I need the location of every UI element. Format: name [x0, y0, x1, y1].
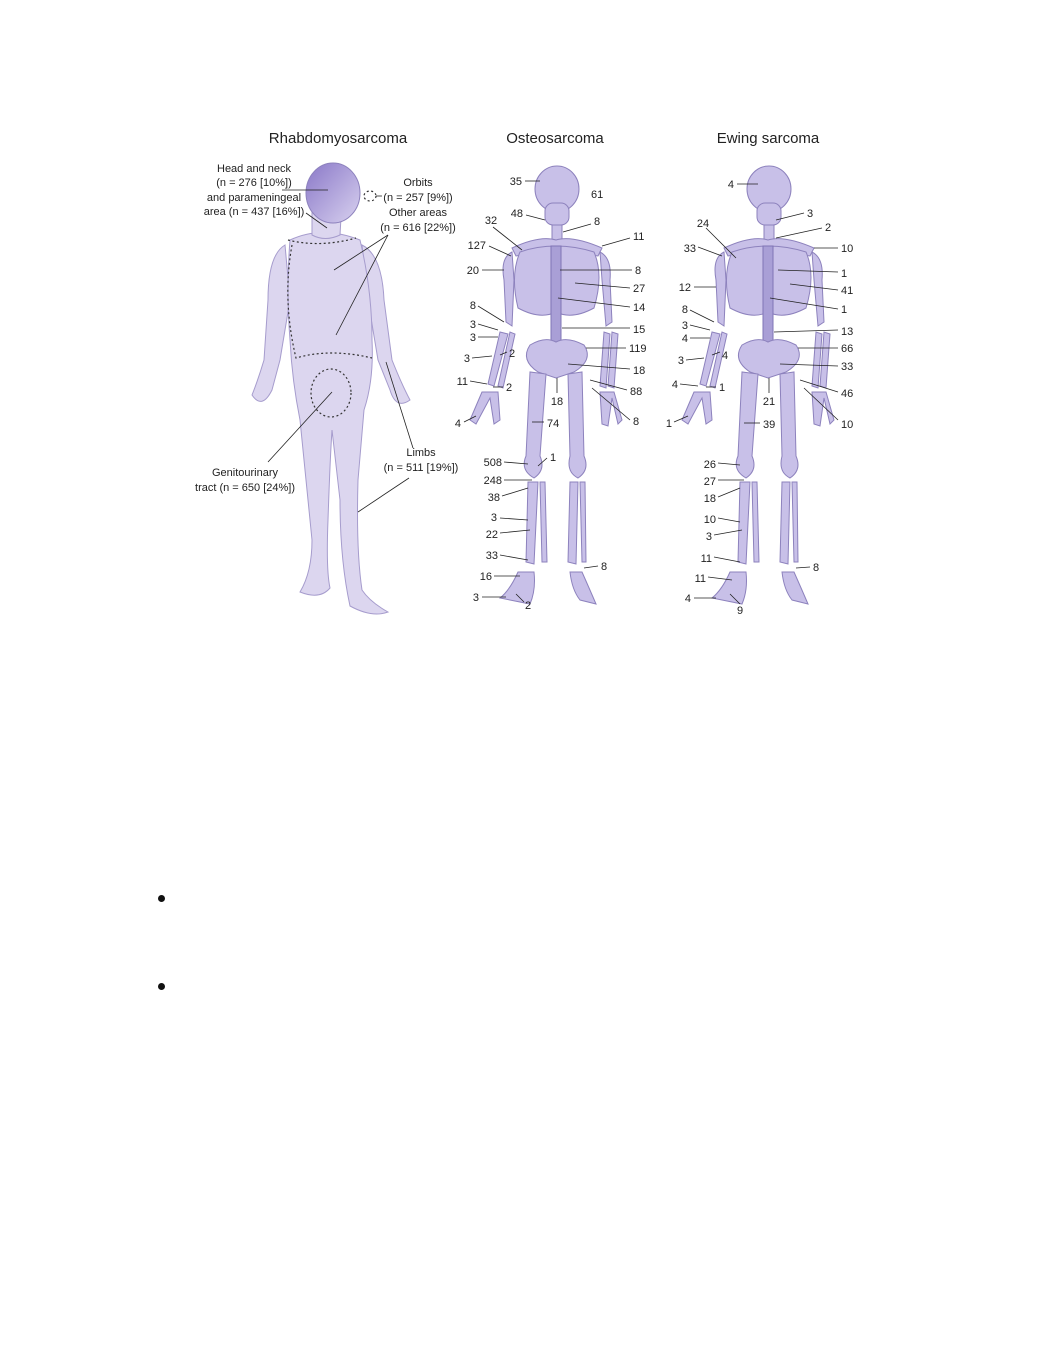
- osteo-label-88: 88: [630, 386, 643, 398]
- ewing-label-4-foot: 4: [684, 593, 691, 605]
- ewing-label-3-ulna: 3: [677, 355, 684, 367]
- title-ewing-sarcoma: Ewing sarcoma: [716, 130, 820, 147]
- ewing-label-8-foot: 8: [813, 562, 820, 574]
- osteo-label-27: 27: [633, 283, 646, 295]
- ewing-label-39: 39: [763, 419, 776, 431]
- head-shape: [306, 163, 360, 223]
- osteo-label-119: 119: [629, 343, 647, 355]
- osteo-label-11-wrist: 11: [456, 376, 468, 388]
- bullet-point-1: [158, 895, 165, 902]
- ewing-label-3-radius: 3: [681, 320, 688, 332]
- ewing-label-46: 46: [841, 388, 854, 400]
- osteo-label-15: 15: [633, 324, 646, 336]
- osteo-label-508: 508: [483, 457, 502, 469]
- sarcoma-sites-figure: [0, 0, 1043, 640]
- title-rhabdomyosarcoma: Rhabdomyosarcoma: [268, 130, 408, 147]
- ewing-label-1-wrist: 1: [719, 382, 726, 394]
- osteo-label-74: 74: [547, 418, 560, 430]
- osteo-label-35: 35: [509, 176, 522, 188]
- ewing-label-1-hand: 1: [665, 418, 672, 430]
- ewing-label-33-sacrum: 33: [841, 361, 854, 373]
- osteo-label-4-hand: 4: [454, 418, 461, 430]
- label-orbits-2: (n = 257 [9%]): [383, 192, 453, 204]
- ewing-label-1-ribs: 1: [841, 268, 848, 280]
- ewing-label-10-scapula: 10: [841, 243, 854, 255]
- osteo-label-16: 16: [479, 571, 492, 583]
- osteo-label-8-cervical: 8: [594, 216, 601, 228]
- ewing-label-8-elbow: 8: [681, 304, 688, 316]
- osteo-label-48: 48: [510, 208, 523, 220]
- ewing-sarcoma-skeleton: [682, 166, 834, 604]
- ewing-label-11-ankle: 11: [700, 553, 712, 565]
- ewing-label-10-ischium: 10: [841, 419, 854, 431]
- ewing-label-26: 26: [703, 459, 716, 471]
- osteo-label-20: 20: [466, 265, 479, 277]
- ewing-label-13: 13: [841, 326, 854, 338]
- osteo-label-18-coccyx: 18: [550, 396, 564, 408]
- osteo-label-8-ribs: 8: [635, 265, 642, 277]
- osteo-label-8-elbow: 8: [469, 300, 476, 312]
- label-genitourinary-1: Genitourinary: [211, 467, 279, 479]
- ewing-label-12: 12: [678, 282, 691, 294]
- osteo-label-33: 33: [485, 550, 498, 562]
- osteo-label-127: 127: [467, 240, 486, 252]
- osteo-label-61: 61: [591, 189, 604, 201]
- orbit-dashed-outline: [364, 191, 376, 201]
- osteo-label-2-ulna: 2: [509, 348, 516, 360]
- label-head-neck-3: and parameningeal: [206, 192, 302, 204]
- bullet-point-2: [158, 983, 165, 990]
- osteo-label-3-foot: 3: [472, 592, 479, 604]
- osteo-label-38: 38: [487, 492, 500, 504]
- ewing-label-1-spine: 1: [841, 304, 848, 316]
- label-head-neck-4: area (n = 437 [16%]): [203, 206, 305, 218]
- label-genitourinary-2: tract (n = 650 [24%]): [195, 482, 295, 494]
- osteo-label-14: 14: [633, 302, 646, 314]
- osteo-label-1-knee: 1: [550, 452, 557, 464]
- ewing-label-9: 9: [737, 605, 744, 617]
- osteo-label-18-sacrum: 18: [633, 365, 646, 377]
- ewing-label-21: 21: [762, 396, 776, 408]
- osteo-label-22: 22: [485, 529, 498, 541]
- title-osteosarcoma: Osteosarcoma: [506, 130, 604, 147]
- ewing-label-2-cervical: 2: [825, 222, 832, 234]
- osteo-label-248: 248: [483, 475, 502, 487]
- ewing-label-24: 24: [696, 218, 710, 230]
- ewing-label-66: 66: [841, 343, 854, 355]
- label-other-areas-2: (n = 616 [22%]): [380, 222, 456, 234]
- label-other-areas-1: Other areas: [388, 207, 448, 219]
- ewing-label-4-ulna: 4: [722, 350, 729, 362]
- osteo-label-3-c: 3: [463, 353, 470, 365]
- ewing-label-4-skull: 4: [727, 179, 734, 191]
- ewing-label-18: 18: [703, 493, 716, 505]
- osteo-label-11-scapula: 11: [633, 231, 645, 243]
- osteo-label-3-a: 3: [469, 319, 476, 331]
- label-limbs-1: Limbs: [406, 447, 436, 459]
- osteo-label-8-foot: 8: [601, 561, 608, 573]
- ewing-label-11-tarsal: 11: [694, 573, 706, 585]
- ewing-label-27: 27: [703, 476, 716, 488]
- osteo-label-2-foot: 2: [525, 600, 532, 612]
- label-head-neck-1: Head and neck: [217, 163, 291, 175]
- osteo-label-32: 32: [484, 215, 498, 227]
- osteo-label-8-ischium: 8: [633, 416, 640, 428]
- ewing-label-3-cervical: 3: [807, 208, 814, 220]
- ewing-label-10-tibia: 10: [703, 514, 716, 526]
- osteo-label-2-hand: 2: [506, 382, 513, 394]
- label-orbits-1: Orbits: [403, 177, 433, 189]
- label-head-neck-2: (n = 276 [10%]): [216, 177, 292, 189]
- ewing-label-41: 41: [841, 285, 854, 297]
- label-limbs-2: (n = 511 [19%]): [383, 462, 459, 474]
- osteo-label-3-b: 3: [469, 332, 476, 344]
- ewing-label-4-wrist: 4: [671, 379, 678, 391]
- ewing-label-33-scapula: 33: [683, 243, 696, 255]
- ewing-label-3-tibia: 3: [705, 531, 712, 543]
- osteo-label-3-tibia: 3: [490, 512, 497, 524]
- ewing-label-4-radius: 4: [681, 333, 688, 345]
